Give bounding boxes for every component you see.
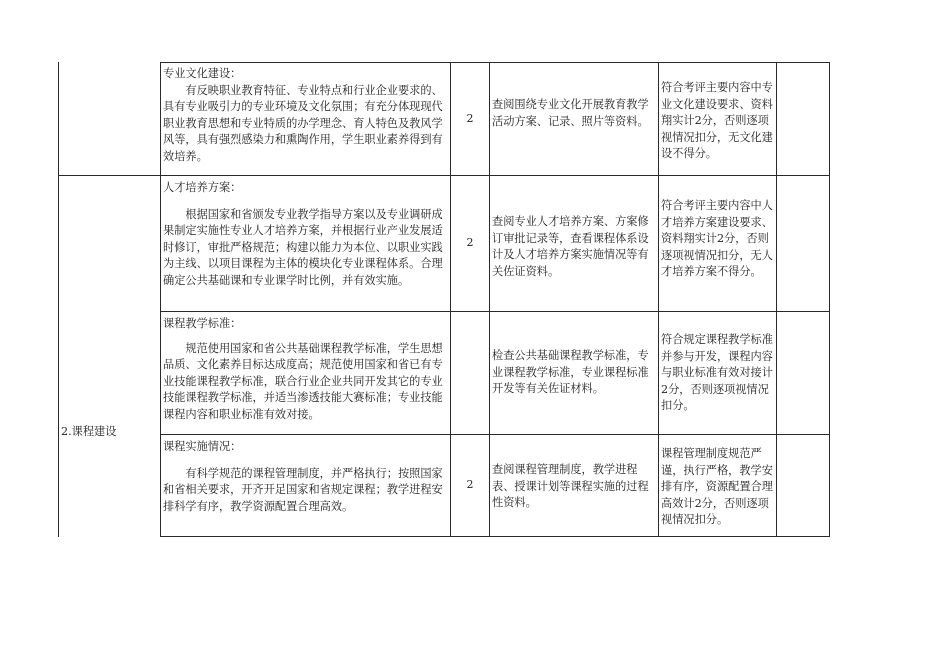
row-divider: [160, 311, 830, 312]
score-value: 2: [466, 112, 474, 125]
row-divider: [160, 434, 830, 435]
row-divider: [160, 536, 830, 537]
row-title: 专业文化建设：: [163, 67, 242, 80]
row-divider: [160, 62, 830, 63]
row-content: 根据国家和省颁发专业教学指导方案以及专业调研成果制定实施性专业人才培养方案，并根据行业产业发展适时修订，审批严格规范；构建以能力为本位、以职业实践为主线、以项目课程为主体的模块化专业课程体系。合理确定公共基础课和专业课学时比例，并有效实施。: [163, 207, 443, 287]
col-divider: [160, 62, 161, 537]
content-cell: [163, 66, 447, 174]
category-label: 2.课程建设: [61, 425, 117, 438]
row-title: 课程教学标准：: [163, 317, 242, 330]
col-divider: [489, 62, 490, 537]
content-cell: [163, 439, 447, 535]
col-divider: [658, 62, 659, 537]
criteria-cell: 课程管理制度规范严谨，执行严格，教学安排有序，资源配置合理高效计2分，否则逐项视情况扣分。: [661, 447, 773, 527]
row-title: 课程实施情况：: [163, 440, 242, 453]
criteria-cell: 符合考评主要内容中专业文化建设要求、资料翔实计2分，否则逐项视情况扣分，无文化建设不得分。: [661, 81, 773, 161]
col-divider: [829, 62, 830, 537]
method-cell: 查阅课程管理制度，教学进程表、授课计划等课程实施的过程性资料。: [492, 463, 649, 510]
score-value: 2: [466, 478, 474, 491]
content-cell: [163, 180, 447, 310]
method-cell: 查阅专业人才培养方案、方案修订审批记录等，查看课程体系设计及人才培养方案实施情况等有关佐证资料。: [492, 215, 649, 278]
score-value: 2: [466, 236, 474, 249]
row-content: 有科学规范的课程管理制度，并严格执行；按照国家和省相关要求，开齐开足国家和省规定课程；教学进程安排科学有序，教学资源配置合理高效。: [163, 466, 443, 513]
criteria-cell: 符合规定课程教学标准并参与开发，课程内容与职业标准有效对接计2分，否则逐项视情况扣分。: [661, 333, 773, 413]
row-content: 规范使用国家和省公共基础课程教学标准，学生思想品质、文化素养目标达成度高；规范使用国家和省已有专业技能课程教学标准，联合行业企业共同开发其它的专业技能课程教学标准，并适当渗透技能大赛标准；专业技能课程内容和职业标准有效对接。: [163, 341, 443, 421]
row-content: 有反映职业教育特征、专业特点和行业企业要求的、具有专业吸引力的专业环境及文化氛围；有充分体现现代职业教育思想和专业特质的办学理念、育人特色及教风学风等，具有强烈感染力和熏陶作用，学生职业素养得到有效培养。: [163, 83, 443, 163]
col-divider: [58, 62, 59, 537]
content-cell: [163, 316, 447, 433]
row-divider: [58, 175, 830, 176]
col-divider: [776, 62, 777, 537]
method-cell: 查阅围绕专业文化开展教育教学活动方案、记录、照片等资料。: [492, 98, 649, 128]
criteria-cell: 符合考评主要内容中人才培养方案建设要求、资料翔实计2分，否则逐项视情况扣分，无人才培养方案不得分。: [661, 199, 773, 279]
col-divider: [450, 62, 451, 537]
row-title: 人才培养方案：: [163, 181, 242, 194]
method-cell: 检查公共基础课程教学标准，专业课程教学标准，专业课程标准开发等有关佐证材料。: [492, 349, 649, 396]
